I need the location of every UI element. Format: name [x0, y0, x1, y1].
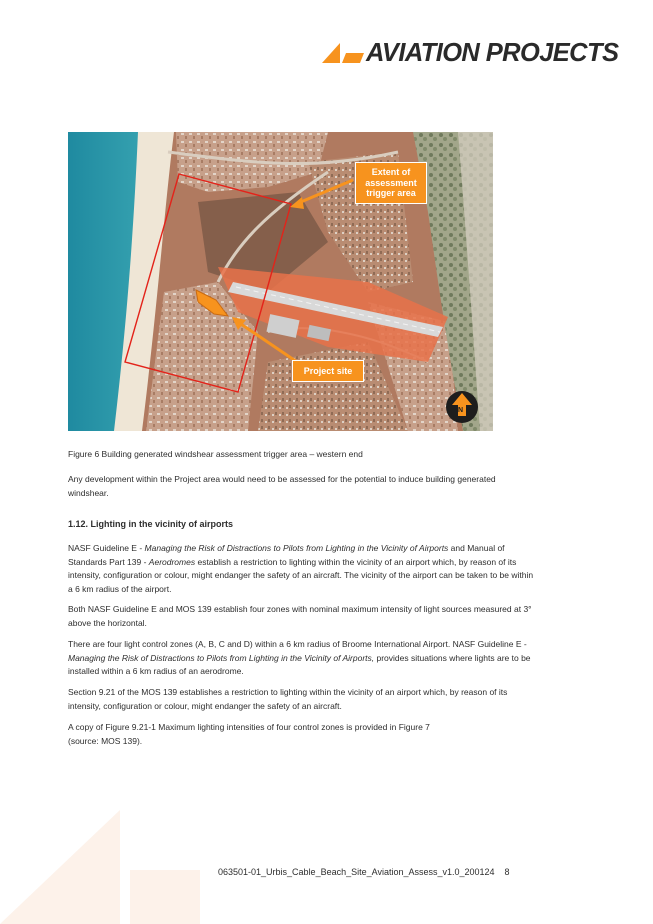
guideline-title-italic: Managing the Risk of Distractions to Pilots from Lighting in the Vicinity of Airports,	[68, 652, 375, 663]
project-site-label-text: Project site	[303, 366, 353, 376]
watermark-logo-mark	[0, 800, 200, 924]
document-id: 063501-01_Urbis_Cable_Beach_Site_Aviation_Assess_v1.0_200124	[218, 867, 495, 877]
figure-aerial-map	[68, 132, 493, 431]
section-number: 1.12.	[68, 519, 89, 529]
paragraph-control-zones	[68, 638, 538, 679]
section-heading	[68, 518, 538, 532]
extent-label-text: Extent of assessment trigger area	[365, 167, 417, 199]
aviation-projects-logo	[322, 38, 622, 68]
guideline-title-italic: Managing the Risk of Distractions to Pilots from Lighting in the Vicinity of Airports	[144, 543, 449, 553]
logo-text: AVIATION PROJECTS	[366, 39, 619, 67]
page-footer	[218, 867, 510, 877]
project-site-label-box	[292, 360, 364, 382]
text-run: NASF Guideline E -	[68, 543, 145, 553]
text-run: provides situations where lights are to be installed within a 6 km radius of an aerodrome.	[68, 652, 531, 676]
paragraph-four-zones: Both NASF Guideline E and MOS 139 establish four zones with nominal maximum intensity of light sources measured at 3° above the horizontal.	[68, 604, 532, 628]
page-number: 8	[504, 867, 510, 877]
text-run: There are four light control zones (A, B, C and D) within a 6 km radius of Broome International Airport. NASF Guideline E -	[68, 639, 527, 649]
paragraph-windshear: Any development within the Project area would need to be assessed for the potential to induce building generated windshear.	[68, 474, 496, 498]
section-title: Lighting in the vicinity of airports	[90, 519, 234, 529]
extent-label-box	[355, 162, 427, 204]
text-run: and Manual of Standards Part 139 -	[68, 543, 505, 567]
text-run: establish a restriction to lighting within the vicinity of an airport which, by reason of its intensity, configuration or colour, might endanger the safety of an aircraft. The vicinity of the airport can be taken to be within a 6 km radius of the airport.	[68, 556, 534, 594]
figure-copy-line-2: (source: MOS 139).	[68, 735, 143, 746]
figure-caption: Figure 6 Building generated windshear assessment trigger area – western end	[68, 449, 363, 459]
logo-mark-icon	[322, 41, 364, 63]
figure-copy-line-1: A copy of Figure 9.21-1 Maximum lighting intensities of four control zones is provided in Figure 7	[68, 722, 430, 732]
aerodromes-italic: Aerodromes	[148, 556, 196, 567]
paragraph-nasf-mos	[68, 542, 538, 596]
paragraph-figure-copy	[68, 721, 538, 748]
paragraph-section-921: Section 9.21 of the MOS 139 establishes a restriction to lighting within the vicinity of an airport which, by reason of its intensity, configuration or colour, might endanger the safety of an aircraft.	[68, 687, 508, 711]
north-arrow-label: N	[458, 407, 464, 414]
